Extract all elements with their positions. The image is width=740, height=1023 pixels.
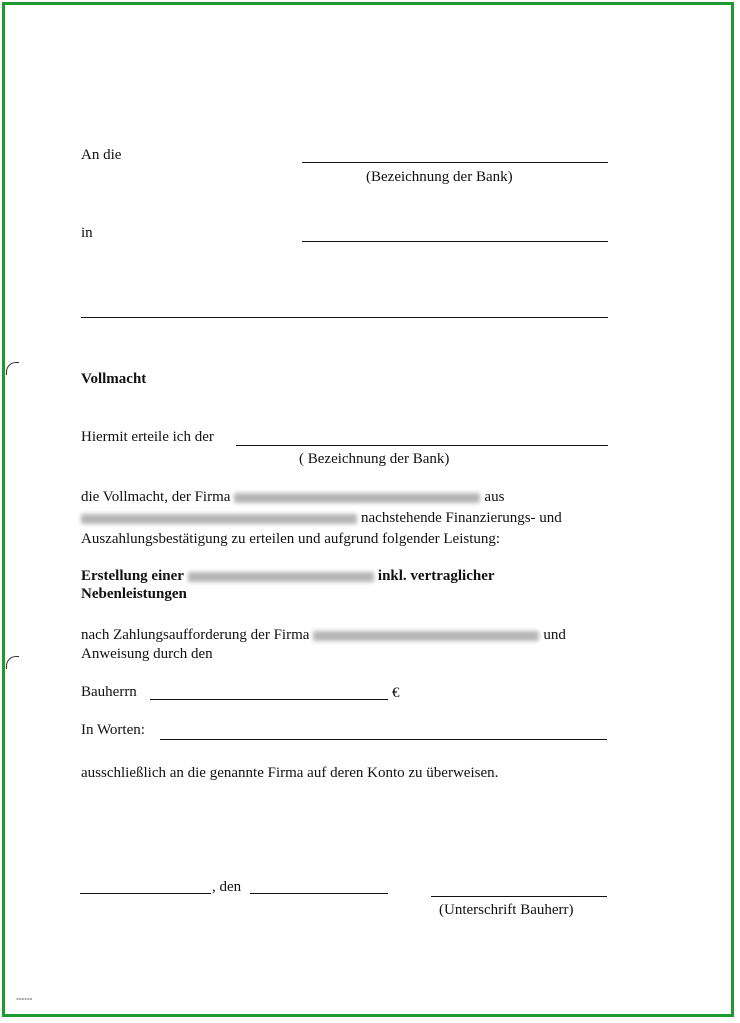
body-line-1-prefix: die Vollmacht, der Firma	[81, 489, 231, 505]
address-line-field[interactable]	[81, 317, 608, 318]
amount-field[interactable]	[150, 699, 388, 700]
amount-in-words-field[interactable]	[160, 739, 607, 740]
location-label: in	[81, 225, 93, 241]
place-field[interactable]	[80, 893, 211, 894]
date-field[interactable]	[250, 893, 388, 894]
redacted-company-name	[234, 493, 480, 503]
punch-mark	[6, 362, 19, 375]
service-prefix: Erstellung einer	[81, 568, 184, 584]
body-line-1	[81, 488, 504, 506]
payment-prefix: nach Zahlungsaufforderung der Firma	[81, 627, 310, 643]
body-line-3: Auszahlungsbestätigung zu erteilen und aufgrund folgender Leistung:	[81, 531, 501, 547]
service-line-1	[81, 567, 495, 585]
body-line-1-suffix: aus	[484, 489, 505, 505]
redacted-company-address	[81, 514, 357, 524]
bank-name-field[interactable]	[302, 162, 608, 163]
amount-label: Bauherrn	[81, 684, 137, 700]
document-title: Vollmacht	[81, 371, 147, 387]
payment-line-2: Anweisung durch den	[81, 646, 213, 662]
closing-text: ausschließlich an die genannte Firma auf deren Konto zu überweisen.	[81, 765, 499, 781]
signature-field[interactable]	[431, 896, 607, 897]
punch-mark	[6, 656, 19, 669]
bank-name-caption: (Bezeichnung der Bank)	[366, 169, 513, 185]
currency-symbol: €	[392, 685, 400, 701]
date-label: , den	[212, 879, 242, 895]
service-suffix: inkl. vertraglicher	[377, 568, 495, 584]
redacted-service-description	[188, 572, 374, 582]
payment-line-1	[81, 626, 566, 644]
words-label: In Worten:	[81, 722, 145, 738]
footer-mark: ▪▪▪▪▪▪	[16, 996, 33, 1001]
authorized-bank-caption: ( Bezeichnung der Bank)	[299, 451, 450, 467]
body-line-2-suffix: nachstehende Finanzierungs- und	[361, 510, 562, 526]
redacted-company-name-2	[313, 631, 539, 641]
bank-location-field[interactable]	[302, 241, 608, 242]
payment-suffix: und	[543, 627, 566, 643]
authorization-intro: Hiermit erteile ich der	[81, 429, 214, 445]
signature-caption: (Unterschrift Bauherr)	[439, 902, 574, 918]
body-line-2	[77, 509, 562, 527]
addressee-label: An die	[81, 147, 122, 163]
authorized-bank-field[interactable]	[236, 445, 608, 446]
service-line-2: Nebenleistungen	[81, 586, 187, 602]
